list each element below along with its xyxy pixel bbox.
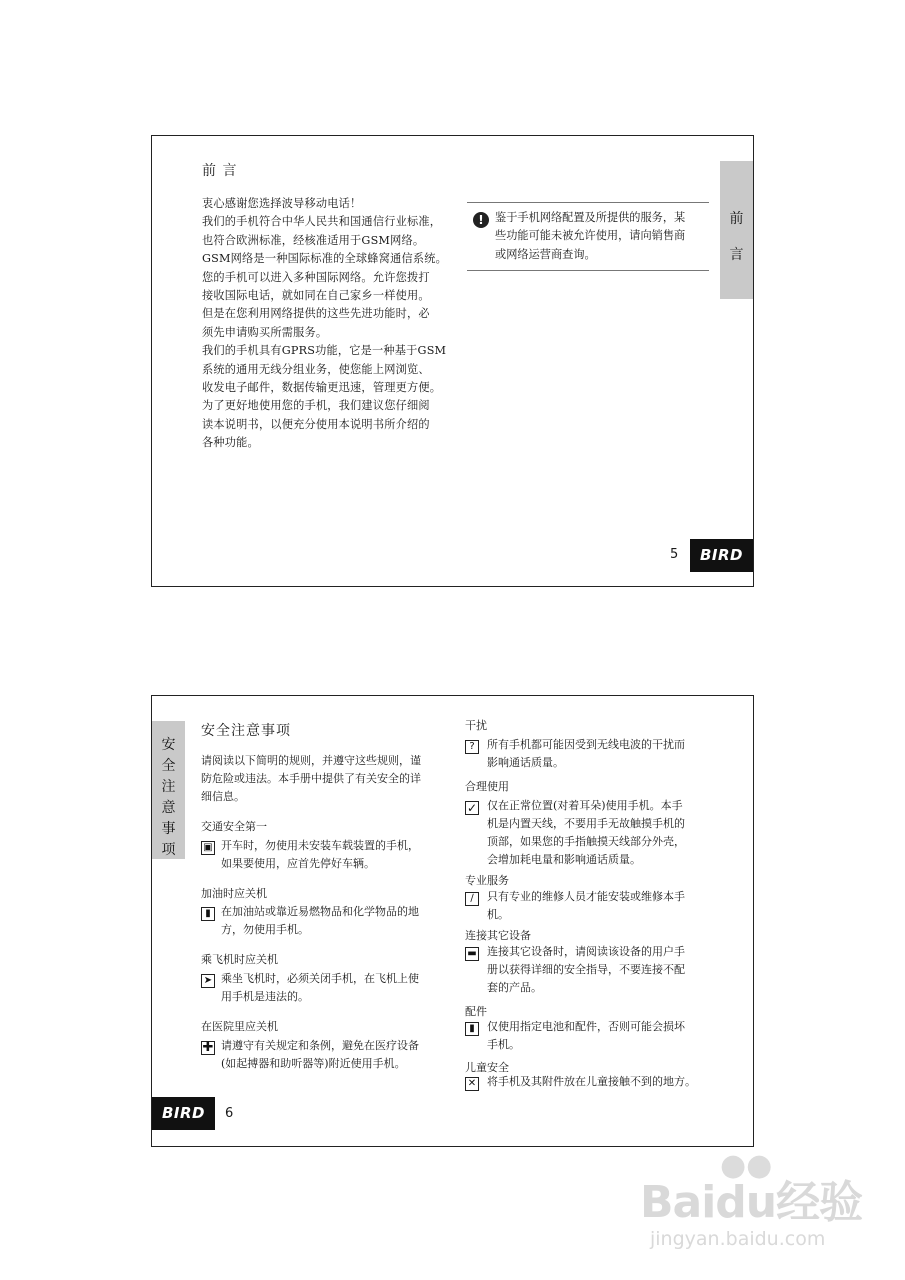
baidu-watermark [640, 1148, 880, 1263]
connector-icon: ▬ [465, 947, 479, 961]
section-text: 仅使用指定电池和配件，否则可能会损坏 手机。 [487, 1020, 685, 1051]
section-text: 只有专业的维修人员才能安装或维修本手 机。 [487, 890, 685, 921]
side-tab-char: 注 [161, 779, 176, 795]
section-title: 加油时应关机 [201, 887, 267, 900]
page-number: 5 [670, 547, 679, 562]
section-title: 乘飞机时应关机 [201, 953, 278, 966]
section-text: 开车时，勿使用未安装车载装置的手机， 如果要使用，应首先停好车辆。 [221, 839, 419, 870]
section-title: 在医院里应关机 [201, 1020, 278, 1033]
section-text: 在加油站或靠近易燃物品和化学物品的地 方，勿使用手机。 [221, 905, 419, 936]
page-title: 前 言 [202, 163, 238, 179]
side-tab-char: 事 [161, 821, 176, 837]
checkmark-icon: ✓ [466, 801, 478, 815]
side-tab-char: 项 [161, 842, 176, 858]
intro-paragraph: 衷心感谢您选择波导移动电话！ 我们的手机符合中华人民共和国通信行业标准， 也符合欧洲标准，经核准适用于GSM网络。 GSM网络是一种国际标准的全球蜂窝通信系统。 您的手机可以进入多种国际网络。允许您拨打 接收国际电话，就如同在自己家乡一样使用。 但是在您利用网络提供的这些先进功能时，必 须先申请购买所需服务。 我们的手机具有GPRS功能，它是一种基于GSM 系统的通用无线分组业务，使您能上网浏览、 收发电子邮件，数据传输更迅速，管理更方便。 为了更好地使用您的手机，我们建议您仔细阅 读本说明书，以便充分使用本说明书所介绍的 各种功能。 [202, 197, 448, 450]
side-tab-char: 全 [161, 758, 176, 774]
side-tab-char: 安 [161, 737, 176, 753]
exclamation-icon: ! [473, 212, 489, 228]
intro-paragraph: 请阅读以下简明的规则，并遵守这些规则，谨 防危险或违法。本手册中提供了有关安全的详 细信息。 [201, 754, 421, 803]
section-text: 所有手机都可能因受到无线电波的干扰而 影响通话质量。 [487, 738, 685, 769]
battery-icon: ▮ [465, 1022, 479, 1036]
section-title: 交通安全第一 [201, 820, 267, 833]
side-tab-char: 意 [161, 800, 176, 816]
car-icon: ▣ [201, 841, 215, 855]
side-tab-char: 言 [729, 247, 744, 263]
divider [467, 270, 709, 271]
section-title: 儿童安全 [465, 1061, 509, 1074]
section-title: 专业服务 [465, 874, 509, 887]
section-text: 仅在正常位置(对着耳朵)使用手机。本手 机是内置天线，不要用手无故触摸手机的 顶部，如果您的手指触摸天线部分外壳， 会增加耗电量和影响通话质量。 [487, 799, 685, 866]
section-title: 干扰 [465, 719, 487, 732]
medical-cross-icon: ✚ [202, 1040, 214, 1055]
child-safety-icon: ✕ [465, 1077, 479, 1091]
airplane-icon: ➤ [201, 974, 215, 988]
section-title: 连接其它设备 [465, 929, 531, 942]
paw-icon: ●● [720, 1148, 773, 1183]
watermark-url: jingyan.baidu.com [650, 1228, 826, 1250]
manual-page-5 [151, 135, 754, 587]
note-text: 鉴于手机网络配置及所提供的服务，某 些功能可能未被允许使用，请向销售商 或网络运营商查询。 [495, 211, 686, 261]
screwdriver-icon: ∕ [465, 892, 479, 906]
watermark-logo: Baidu经验 [640, 1177, 863, 1228]
section-text: 请遵守有关规定和条例，避免在医疗设备 (如起搏器和助听器等)附近使用手机。 [221, 1039, 419, 1070]
section-title: 配件 [465, 1005, 487, 1018]
section-text: 连接其它设备时，请阅读该设备的用户手 册以获得详细的安全指导，不要连接不配 套的产品。 [487, 945, 685, 994]
bird-logo: BIRD [690, 539, 753, 572]
page-number: 6 [225, 1106, 234, 1121]
page-title: 安全注意事项 [201, 723, 291, 739]
divider [467, 202, 709, 203]
side-tab [720, 161, 753, 299]
section-title: 合理使用 [465, 780, 509, 793]
side-tab [152, 721, 185, 859]
section-text: 乘坐飞机时，必须关闭手机，在飞机上使 用手机是违法的。 [221, 972, 419, 1003]
fuel-pump-icon: ▮ [201, 907, 215, 921]
bird-logo: BIRD [152, 1097, 215, 1130]
side-tab-char: 前 [729, 211, 744, 227]
manual-page-6 [151, 695, 754, 1147]
section-text: 将手机及其附件放在儿童接触不到的地方。 [487, 1075, 696, 1088]
interference-icon: ? [465, 740, 479, 754]
